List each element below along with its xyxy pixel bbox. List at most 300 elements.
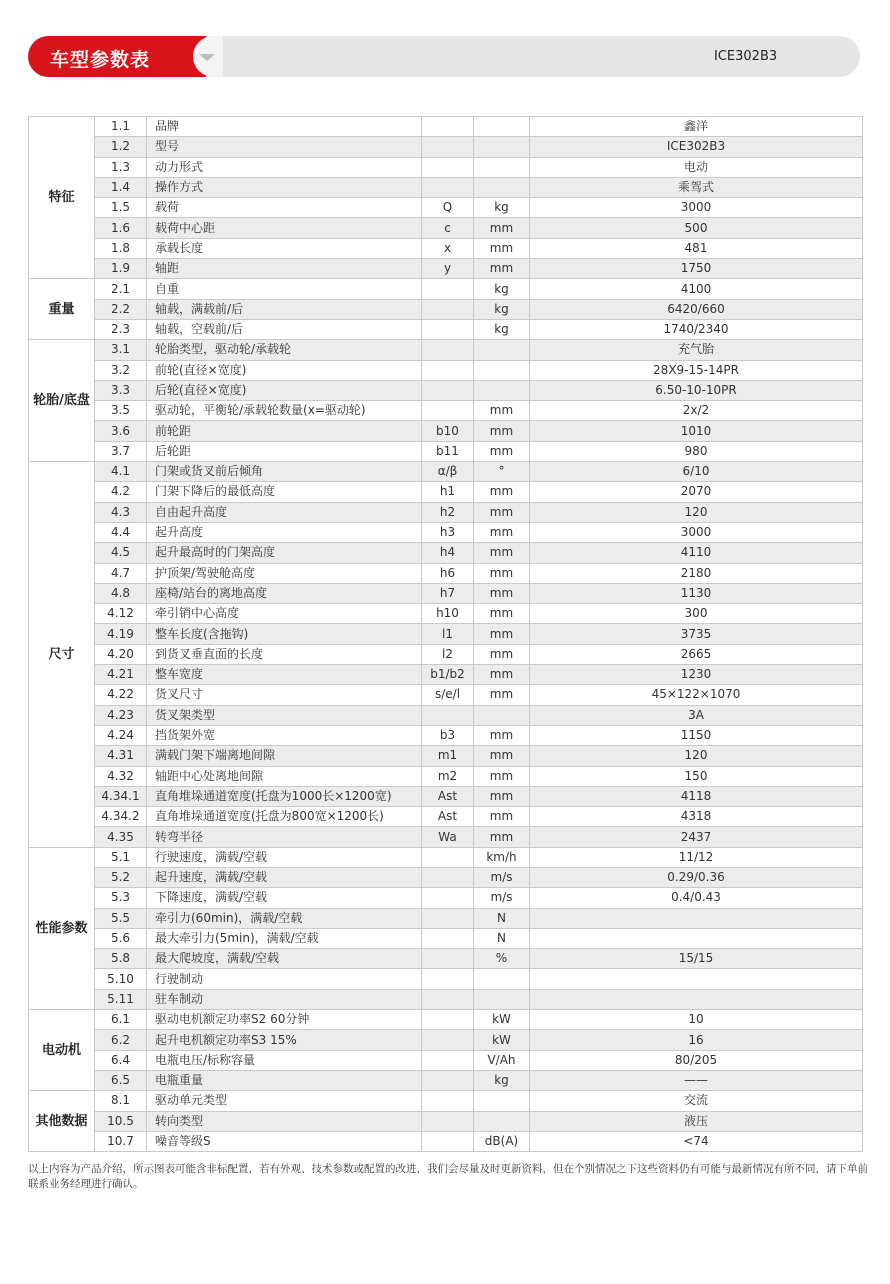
param-value: 1150 xyxy=(530,725,863,745)
param-symbol xyxy=(422,705,474,725)
row-number: 2.1 xyxy=(95,279,147,299)
table-row xyxy=(29,1131,863,1151)
param-value: 4110 xyxy=(530,543,863,563)
param-unit xyxy=(474,1111,530,1131)
param-name: 型号 xyxy=(147,137,422,157)
param-name: 载荷中心距 xyxy=(147,218,422,238)
param-unit: ° xyxy=(474,462,530,482)
param-name: 前轮(直径×宽度) xyxy=(147,360,422,380)
param-value: 1750 xyxy=(530,259,863,279)
param-value: 0.4/0.43 xyxy=(530,888,863,908)
param-value xyxy=(530,969,863,989)
table-row xyxy=(29,380,863,400)
param-value: <74 xyxy=(530,1131,863,1151)
param-unit: mm xyxy=(474,766,530,786)
param-value: 0.29/0.36 xyxy=(530,867,863,887)
param-unit: mm xyxy=(474,522,530,542)
param-symbol: h1 xyxy=(422,482,474,502)
param-value: 6.50-10-10PR xyxy=(530,380,863,400)
param-unit xyxy=(474,137,530,157)
param-symbol xyxy=(422,847,474,867)
table-row xyxy=(29,1050,863,1070)
table-row xyxy=(29,319,863,339)
param-value: 11/12 xyxy=(530,847,863,867)
param-symbol: b11 xyxy=(422,441,474,461)
param-symbol: h2 xyxy=(422,502,474,522)
param-unit: mm xyxy=(474,259,530,279)
param-symbol: m1 xyxy=(422,746,474,766)
param-name: 最大牵引力(5min)，满载/空载 xyxy=(147,928,422,948)
table-row xyxy=(29,137,863,157)
row-number: 3.1 xyxy=(95,340,147,360)
table-row xyxy=(29,908,863,928)
param-value xyxy=(530,928,863,948)
param-name: 护顶架/驾驶舱高度 xyxy=(147,563,422,583)
group-label: 电动机 xyxy=(29,1010,95,1091)
table-row xyxy=(29,746,863,766)
chevron-down-icon[interactable] xyxy=(199,54,215,61)
param-name: 噪音等级S xyxy=(147,1131,422,1151)
row-number: 1.3 xyxy=(95,157,147,177)
param-unit: N xyxy=(474,908,530,928)
group-label: 重量 xyxy=(29,279,95,340)
row-number: 4.19 xyxy=(95,624,147,644)
row-number: 4.23 xyxy=(95,705,147,725)
row-number: 4.2 xyxy=(95,482,147,502)
param-name: 最大爬坡度，满载/空载 xyxy=(147,949,422,969)
param-unit: mm xyxy=(474,502,530,522)
table-row xyxy=(29,299,863,319)
table-row xyxy=(29,705,863,725)
param-symbol: b3 xyxy=(422,725,474,745)
param-name: 行驶速度，满载/空载 xyxy=(147,847,422,867)
table-row xyxy=(29,360,863,380)
group-label: 性能参数 xyxy=(29,847,95,1009)
row-number: 1.4 xyxy=(95,177,147,197)
table-row xyxy=(29,522,863,542)
param-value: 500 xyxy=(530,218,863,238)
param-unit: km/h xyxy=(474,847,530,867)
param-unit: mm xyxy=(474,401,530,421)
table-row xyxy=(29,807,863,827)
param-symbol xyxy=(422,319,474,339)
param-name: 自由起升高度 xyxy=(147,502,422,522)
table-row xyxy=(29,766,863,786)
param-symbol: b10 xyxy=(422,421,474,441)
param-unit: N xyxy=(474,928,530,948)
header-banner xyxy=(28,36,860,77)
param-value: 3A xyxy=(530,705,863,725)
row-number: 4.34.2 xyxy=(95,807,147,827)
param-value: 3000 xyxy=(530,522,863,542)
table-row xyxy=(29,725,863,745)
param-symbol: h10 xyxy=(422,604,474,624)
param-value: 2x/2 xyxy=(530,401,863,421)
param-symbol xyxy=(422,380,474,400)
table-row xyxy=(29,238,863,258)
table-row xyxy=(29,665,863,685)
param-name: 轴载，空载前/后 xyxy=(147,319,422,339)
param-name: 轴距中心处离地间隙 xyxy=(147,766,422,786)
table-row xyxy=(29,462,863,482)
param-unit xyxy=(474,989,530,1009)
param-value: 3000 xyxy=(530,198,863,218)
row-number: 1.8 xyxy=(95,238,147,258)
table-row xyxy=(29,867,863,887)
table-row xyxy=(29,827,863,847)
param-value: 6/10 xyxy=(530,462,863,482)
param-value: 16 xyxy=(530,1030,863,1050)
param-unit: kg xyxy=(474,299,530,319)
param-value: 鑫洋 xyxy=(530,117,863,137)
row-number: 5.2 xyxy=(95,867,147,887)
param-unit: mm xyxy=(474,665,530,685)
table-row xyxy=(29,624,863,644)
param-unit: kg xyxy=(474,319,530,339)
param-unit xyxy=(474,1091,530,1111)
row-number: 6.5 xyxy=(95,1070,147,1090)
param-name: 座椅/站台的离地高度 xyxy=(147,583,422,603)
param-name: 起升电机额定功率S3 15% xyxy=(147,1030,422,1050)
table-row xyxy=(29,401,863,421)
param-value: 乘驾式 xyxy=(530,177,863,197)
table-row xyxy=(29,259,863,279)
param-value: 4118 xyxy=(530,786,863,806)
table-row xyxy=(29,198,863,218)
param-unit: kg xyxy=(474,198,530,218)
param-symbol xyxy=(422,1030,474,1050)
row-number: 1.6 xyxy=(95,218,147,238)
row-number: 8.1 xyxy=(95,1091,147,1111)
param-unit xyxy=(474,117,530,137)
param-symbol: l1 xyxy=(422,624,474,644)
param-name: 操作方式 xyxy=(147,177,422,197)
param-symbol: Ast xyxy=(422,807,474,827)
row-number: 3.6 xyxy=(95,421,147,441)
row-number: 5.8 xyxy=(95,949,147,969)
table-row xyxy=(29,685,863,705)
param-unit: kW xyxy=(474,1010,530,1030)
param-name: 载荷 xyxy=(147,198,422,218)
row-number: 4.22 xyxy=(95,685,147,705)
param-value: 2665 xyxy=(530,644,863,664)
param-value xyxy=(530,908,863,928)
row-number: 4.1 xyxy=(95,462,147,482)
row-number: 4.35 xyxy=(95,827,147,847)
param-name: 挡货架外宽 xyxy=(147,725,422,745)
param-unit: mm xyxy=(474,807,530,827)
param-name: 驱动电机额定功率S2 60分钟 xyxy=(147,1010,422,1030)
param-unit: mm xyxy=(474,624,530,644)
param-symbol xyxy=(422,360,474,380)
row-number: 4.32 xyxy=(95,766,147,786)
table-row xyxy=(29,563,863,583)
param-unit: mm xyxy=(474,218,530,238)
param-symbol xyxy=(422,137,474,157)
spec-table xyxy=(28,116,863,1152)
param-value: 1230 xyxy=(530,665,863,685)
param-unit: kg xyxy=(474,1070,530,1090)
row-number: 5.3 xyxy=(95,888,147,908)
param-value: 3735 xyxy=(530,624,863,644)
param-symbol xyxy=(422,401,474,421)
table-row xyxy=(29,543,863,563)
footnote: 以上内容为产品介绍，所示图表可能含非标配置，若有外观、技术参数或配置的改进，我们会尽量及时更新资料，但在个别情况之下这些资料仍有可能与最新情况有所不同，请下单前联系业务经理进行确认。 xyxy=(28,1163,868,1190)
table-row xyxy=(29,279,863,299)
row-number: 1.9 xyxy=(95,259,147,279)
param-symbol xyxy=(422,177,474,197)
param-unit: mm xyxy=(474,563,530,583)
param-symbol: h3 xyxy=(422,522,474,542)
param-unit: m/s xyxy=(474,867,530,887)
param-name: 电瓶电压/标称容量 xyxy=(147,1050,422,1070)
group-label: 尺寸 xyxy=(29,462,95,848)
param-symbol xyxy=(422,157,474,177)
param-unit xyxy=(474,705,530,725)
param-name: 驱动单元类型 xyxy=(147,1091,422,1111)
table-row xyxy=(29,928,863,948)
param-unit: mm xyxy=(474,441,530,461)
param-unit: mm xyxy=(474,786,530,806)
param-name: 满载门架下端离地间隙 xyxy=(147,746,422,766)
param-unit xyxy=(474,380,530,400)
param-value: 1130 xyxy=(530,583,863,603)
row-number: 6.1 xyxy=(95,1010,147,1030)
param-symbol xyxy=(422,1070,474,1090)
param-symbol: s/e/l xyxy=(422,685,474,705)
param-symbol xyxy=(422,969,474,989)
table-row xyxy=(29,969,863,989)
param-unit: mm xyxy=(474,604,530,624)
param-symbol: h6 xyxy=(422,563,474,583)
param-name: 直角堆垛通道宽度(托盘为1000长×1200宽) xyxy=(147,786,422,806)
row-number: 3.3 xyxy=(95,380,147,400)
row-number: 4.8 xyxy=(95,583,147,603)
table-row xyxy=(29,583,863,603)
param-name: 轴载，满载前/后 xyxy=(147,299,422,319)
param-unit xyxy=(474,177,530,197)
param-name: 动力形式 xyxy=(147,157,422,177)
param-name: 直角堆垛通道宽度(托盘为800宽×1200长) xyxy=(147,807,422,827)
param-value: 液压 xyxy=(530,1111,863,1131)
param-value: 80/205 xyxy=(530,1050,863,1070)
param-value: 10 xyxy=(530,1010,863,1030)
param-unit: mm xyxy=(474,685,530,705)
table-row xyxy=(29,644,863,664)
row-number: 5.1 xyxy=(95,847,147,867)
param-name: 起升最高时的门架高度 xyxy=(147,543,422,563)
table-row xyxy=(29,482,863,502)
row-number: 6.2 xyxy=(95,1030,147,1050)
param-symbol xyxy=(422,867,474,887)
param-symbol: y xyxy=(422,259,474,279)
param-value: 28X9-15-14PR xyxy=(530,360,863,380)
param-unit: mm xyxy=(474,482,530,502)
table-row xyxy=(29,421,863,441)
param-value: 150 xyxy=(530,766,863,786)
row-number: 4.21 xyxy=(95,665,147,685)
param-unit: kW xyxy=(474,1030,530,1050)
group-label: 特征 xyxy=(29,117,95,279)
param-name: 到货叉垂直面的长度 xyxy=(147,644,422,664)
param-name: 驱动轮，平衡轮/承载轮数量(x=驱动轮) xyxy=(147,401,422,421)
param-value: 120 xyxy=(530,502,863,522)
param-symbol: l2 xyxy=(422,644,474,664)
table-row xyxy=(29,117,863,137)
row-number: 3.2 xyxy=(95,360,147,380)
param-unit xyxy=(474,340,530,360)
param-symbol: Wa xyxy=(422,827,474,847)
param-value: 2180 xyxy=(530,563,863,583)
param-symbol xyxy=(422,928,474,948)
param-name: 轴距 xyxy=(147,259,422,279)
table-row xyxy=(29,218,863,238)
param-symbol: h7 xyxy=(422,583,474,603)
param-name: 行驶制动 xyxy=(147,969,422,989)
param-value: ICE302B3 xyxy=(530,137,863,157)
param-name: 驻车制动 xyxy=(147,989,422,1009)
row-number: 6.4 xyxy=(95,1050,147,1070)
param-symbol xyxy=(422,299,474,319)
param-value: 交流 xyxy=(530,1091,863,1111)
param-name: 前轮距 xyxy=(147,421,422,441)
param-name: 货叉尺寸 xyxy=(147,685,422,705)
param-value: 45×122×1070 xyxy=(530,685,863,705)
param-value: 2070 xyxy=(530,482,863,502)
row-number: 4.3 xyxy=(95,502,147,522)
param-symbol xyxy=(422,117,474,137)
param-symbol xyxy=(422,1010,474,1030)
param-unit: mm xyxy=(474,543,530,563)
row-number: 10.7 xyxy=(95,1131,147,1151)
table-row xyxy=(29,1070,863,1090)
param-value: 6420/660 xyxy=(530,299,863,319)
param-unit: kg xyxy=(474,279,530,299)
row-number: 3.5 xyxy=(95,401,147,421)
param-name: 转弯半径 xyxy=(147,827,422,847)
param-symbol xyxy=(422,888,474,908)
param-unit: V/Ah xyxy=(474,1050,530,1070)
param-name: 起升高度 xyxy=(147,522,422,542)
param-unit: mm xyxy=(474,238,530,258)
table-row xyxy=(29,502,863,522)
param-value: 15/15 xyxy=(530,949,863,969)
page-title: 车型参数表 xyxy=(50,49,151,71)
param-name: 整车宽度 xyxy=(147,665,422,685)
param-symbol: x xyxy=(422,238,474,258)
table-row xyxy=(29,1091,863,1111)
param-unit: mm xyxy=(474,583,530,603)
table-row xyxy=(29,949,863,969)
row-number: 4.24 xyxy=(95,725,147,745)
param-name: 门架或货叉前后倾角 xyxy=(147,462,422,482)
row-number: 5.10 xyxy=(95,969,147,989)
table-row xyxy=(29,157,863,177)
param-symbol: Ast xyxy=(422,786,474,806)
row-number: 2.2 xyxy=(95,299,147,319)
param-name: 转向类型 xyxy=(147,1111,422,1131)
param-unit xyxy=(474,157,530,177)
param-symbol xyxy=(422,340,474,360)
param-name: 下降速度，满载/空载 xyxy=(147,888,422,908)
table-row xyxy=(29,604,863,624)
row-number: 4.20 xyxy=(95,644,147,664)
param-value: 电动 xyxy=(530,157,863,177)
param-symbol xyxy=(422,279,474,299)
param-unit: dB(A) xyxy=(474,1131,530,1151)
row-number: 5.6 xyxy=(95,928,147,948)
param-value: —— xyxy=(530,1070,863,1090)
row-number: 1.5 xyxy=(95,198,147,218)
param-name: 电瓶重量 xyxy=(147,1070,422,1090)
param-value: 1740/2340 xyxy=(530,319,863,339)
row-number: 5.11 xyxy=(95,989,147,1009)
group-label: 其他数据 xyxy=(29,1091,95,1152)
param-name: 后轮距 xyxy=(147,441,422,461)
param-unit: mm xyxy=(474,827,530,847)
param-symbol: Q xyxy=(422,198,474,218)
param-symbol xyxy=(422,908,474,928)
row-number: 4.34.1 xyxy=(95,786,147,806)
param-symbol xyxy=(422,1091,474,1111)
param-symbol: b1/b2 xyxy=(422,665,474,685)
model-name: ICE302B3 xyxy=(714,49,778,64)
param-unit: mm xyxy=(474,644,530,664)
table-row xyxy=(29,177,863,197)
param-unit: mm xyxy=(474,746,530,766)
param-name: 牵引力(60min)，满载/空载 xyxy=(147,908,422,928)
param-unit xyxy=(474,360,530,380)
param-name: 自重 xyxy=(147,279,422,299)
param-unit: m/s xyxy=(474,888,530,908)
row-number: 1.1 xyxy=(95,117,147,137)
param-name: 后轮(直径×宽度) xyxy=(147,380,422,400)
param-symbol xyxy=(422,1050,474,1070)
row-number: 4.31 xyxy=(95,746,147,766)
group-label: 轮胎/底盘 xyxy=(29,340,95,462)
row-number: 4.7 xyxy=(95,563,147,583)
param-value: 4318 xyxy=(530,807,863,827)
param-unit: mm xyxy=(474,421,530,441)
param-name: 整车长度(含拖钩) xyxy=(147,624,422,644)
row-number: 4.4 xyxy=(95,522,147,542)
param-name: 门架下降后的最低高度 xyxy=(147,482,422,502)
param-name: 起升速度，满载/空载 xyxy=(147,867,422,887)
param-value xyxy=(530,989,863,1009)
row-number: 5.5 xyxy=(95,908,147,928)
param-symbol: h4 xyxy=(422,543,474,563)
param-value: 120 xyxy=(530,746,863,766)
param-name: 牵引销中心高度 xyxy=(147,604,422,624)
param-name: 轮胎类型，驱动轮/承载轮 xyxy=(147,340,422,360)
param-symbol xyxy=(422,1131,474,1151)
table-row xyxy=(29,1030,863,1050)
param-unit: % xyxy=(474,949,530,969)
table-row xyxy=(29,1111,863,1131)
param-unit: mm xyxy=(474,725,530,745)
table-row xyxy=(29,340,863,360)
row-number: 4.12 xyxy=(95,604,147,624)
param-value: 1010 xyxy=(530,421,863,441)
param-symbol xyxy=(422,949,474,969)
row-number: 3.7 xyxy=(95,441,147,461)
param-value: 4100 xyxy=(530,279,863,299)
row-number: 1.2 xyxy=(95,137,147,157)
row-number: 2.3 xyxy=(95,319,147,339)
param-symbol: m2 xyxy=(422,766,474,786)
row-number: 10.5 xyxy=(95,1111,147,1131)
param-name: 品牌 xyxy=(147,117,422,137)
